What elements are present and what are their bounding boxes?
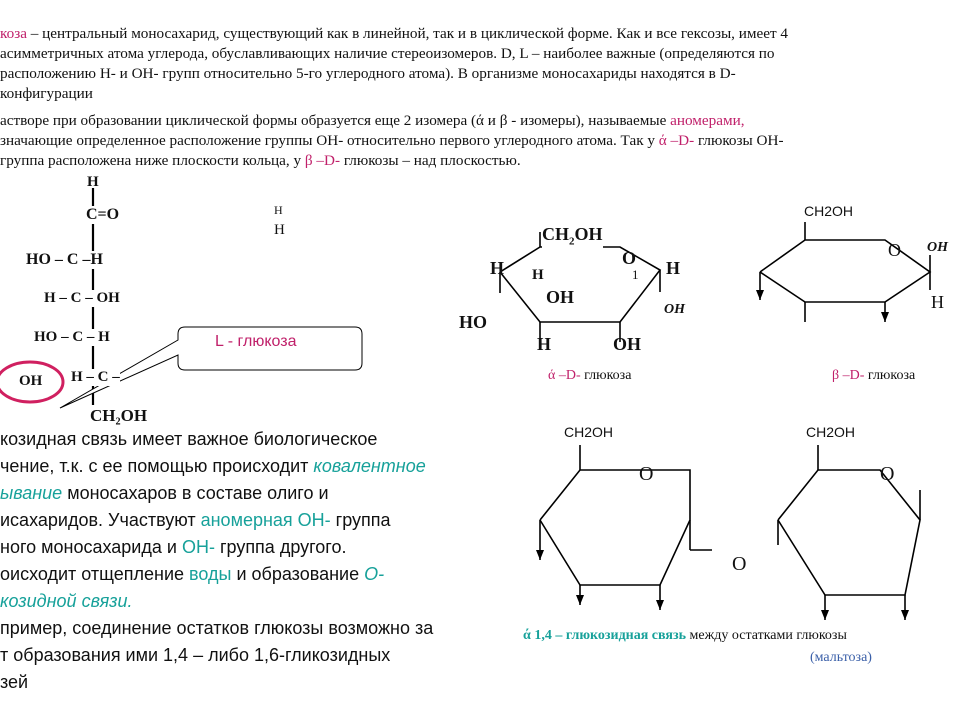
beta-oh: OH <box>927 240 948 255</box>
beta-glucose-ring <box>760 222 930 322</box>
bottom-line-5: ного моносахарида и ОН- группа другого. <box>0 537 347 557</box>
maltose-ch2oh-right: CH2OH <box>806 424 856 440</box>
l-glucose-callout: L - глюкоза <box>215 333 297 350</box>
maltose-arrow-4 <box>821 610 829 620</box>
maltose-o-right: O <box>880 463 895 485</box>
beta-h: H <box>931 292 944 312</box>
anomer-line-2-end: глюкозы ОН- <box>694 132 784 149</box>
maltose-ch2oh-left: CH2OH <box>564 424 614 440</box>
bottom-line-7: козидной связи. <box>0 591 133 611</box>
stray-h-2: H <box>274 222 285 238</box>
anomer-line-2: значающие определенное расположение группы ОН- относительно первого углеродного атома. Так у <box>0 132 659 149</box>
alpha-h-right: H <box>666 258 681 278</box>
alpha-d-term: ά –D- <box>658 132 695 149</box>
anomer-line-3-end: глюкозы – над плоскостью. <box>340 152 521 169</box>
alpha-h-bottom: H <box>537 334 552 354</box>
alpha-caption: ά –D- глюкоза <box>548 368 632 383</box>
alpha-h-mid: H <box>532 267 544 283</box>
fischer-ch2oh: CH₂OH <box>90 406 148 425</box>
oh-circled-label: OH <box>19 373 43 389</box>
bottom-line-9: т образования ими 1,4 – либо 1,6-гликозидных <box>0 645 391 665</box>
fischer-carbonyl: C=O <box>86 206 120 223</box>
alpha-h-left: H <box>490 258 505 278</box>
beta-arrow-1 <box>756 290 764 300</box>
maltose-arrow-2 <box>576 595 584 605</box>
bottom-line-3: ывание моносахаров в составе олиго и <box>0 483 329 503</box>
maltose-caption: ά 1,4 – глюкозидная связь между остатками глюкозы <box>523 628 847 643</box>
maltose-arrow-1 <box>536 550 544 560</box>
beta-ch2oh: CH2OH <box>804 203 854 219</box>
bottom-line-2: чение, т.к. с ее помощью происходит ковалентное <box>0 456 426 476</box>
bottom-line-10: зей <box>0 672 29 692</box>
alpha-c1-number: 1 <box>632 267 639 282</box>
alpha-ring-oxygen: O <box>622 248 637 268</box>
maltose-arrow-3 <box>656 600 664 610</box>
anomer-line-3: группа расположена ниже плоскости кольца, у <box>0 152 305 169</box>
intro-line-2: асимметричных атома углерода, обуславливающих наличие стереоизомеров. D, L – наиболее важные (определяются по <box>0 45 775 62</box>
glycosidic-bond-text <box>0 426 500 696</box>
bottom-line-6: оисходит отщепление воды и образование О- <box>0 564 385 584</box>
bottom-line-1: козидная связь имеет важное биологическое <box>0 429 378 449</box>
intro-line-4: конфигурации <box>0 85 93 102</box>
alpha-ho-left: HO <box>459 312 488 332</box>
glucose-term: козa <box>0 25 27 42</box>
bottom-line-8: пример, соединение остатков глюкозы возможно за <box>0 618 434 638</box>
maltose-name: (мальтоза) <box>810 650 872 665</box>
fischer-row-1: HO – C –H <box>26 251 103 268</box>
beta-caption: β –D- глюкоза <box>832 368 916 383</box>
fischer-row-2: H – C – OH <box>44 290 120 306</box>
fischer-row-4: H – C – <box>71 369 120 385</box>
alpha-oh-bottom: OH <box>613 334 642 354</box>
maltose-right-ring <box>778 445 920 620</box>
fischer-row-3: HO – C – H <box>34 329 110 345</box>
fischer-h-top: H <box>87 174 99 190</box>
intro-line-1: – центральный моносахарид, существующий как в линейной, так и в циклической форме. Как и все гексозы, имеет 4 <box>26 25 788 42</box>
maltose-o-bridge: O <box>732 553 747 575</box>
stray-h-1: H <box>274 203 283 217</box>
maltose-o-left: O <box>639 463 654 485</box>
alpha-oh-center: OH <box>546 287 575 307</box>
anomer-line-1: астворе при образовании циклической формы образуется еще 2 изомера (ά и β - изомеры), называемые <box>0 112 671 129</box>
alpha-oh-right: OH <box>664 302 685 317</box>
beta-arrow-2 <box>881 312 889 322</box>
intro-line-3: расположению Н- и ОН- групп относительно 5-го углеродного атома). В организме моносахариды находятся в D- <box>0 65 736 82</box>
beta-d-term: β –D- <box>304 152 341 169</box>
maltose-left-ring <box>540 445 712 610</box>
anomers-term: аномерами, <box>670 112 745 129</box>
beta-ring-oxygen: O <box>888 240 901 260</box>
alpha-ch2oh: $CH_2OH$ <box>542 224 603 248</box>
bottom-line-4: исахаридов. Участвуют аномерная ОН- группа <box>0 510 391 530</box>
maltose-arrow-5 <box>901 610 909 620</box>
